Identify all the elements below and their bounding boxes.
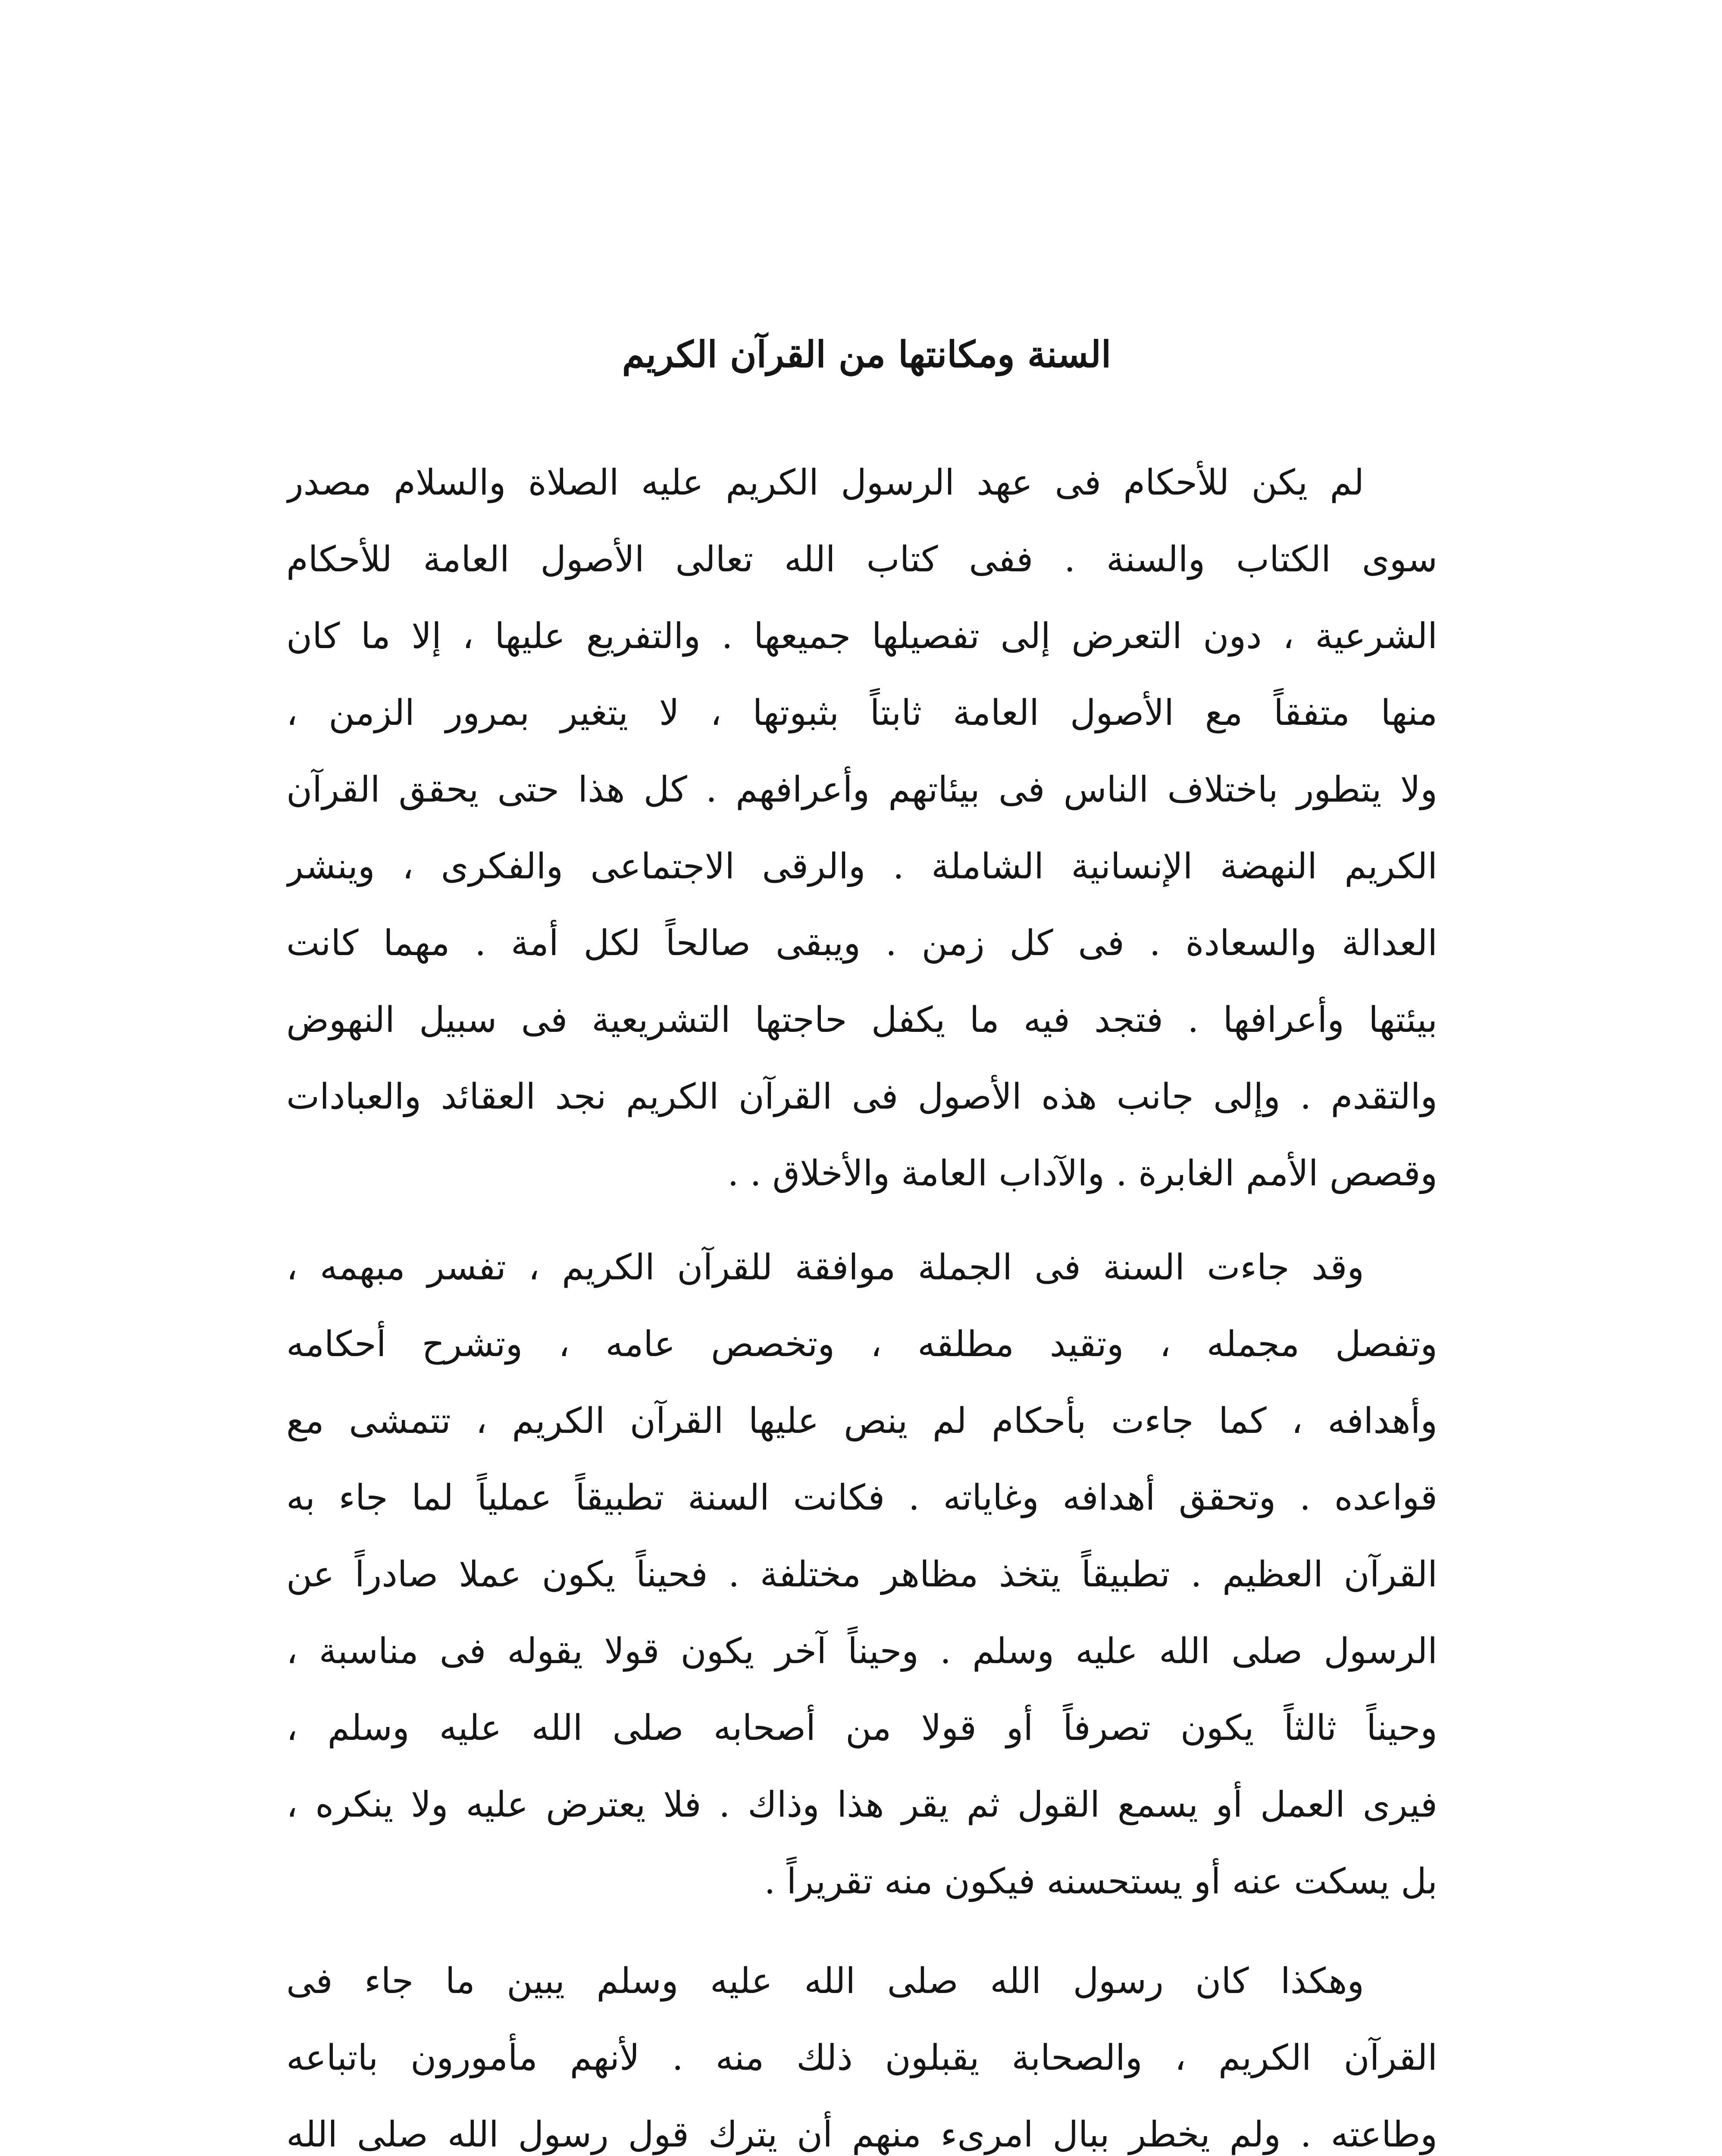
- paragraph-2-line: وأهدافه ، كما جاءت بأحكام لم ينص عليها القرآن الكريم ، تتمشى مع: [286, 1401, 1437, 1442]
- paragraph-3-line: وهكذا كان رسول الله صلى الله عليه وسلم يبين ما جاء فى: [286, 1961, 1364, 2002]
- paragraph-2-line: فيرى العمل أو يسمع القول ثم يقر هذا وذاك . فلا يعترض عليه ولا ينكره ،: [286, 1784, 1437, 1825]
- paragraph-1-line: لم يكن للأحكام فى عهد الرسول الكريم عليه الصلاة والسلام مصدر: [286, 462, 1364, 503]
- paragraph-1-line: بيئتها وأعرافها . فتجد فيه ما يكفل حاجتها التشريعية فى سبيل النهوض: [286, 1000, 1437, 1040]
- paragraph-3-line: وطاعته . ولم يخطر ببال امرىء منهم أن يترك قول رسول الله صلى الله: [286, 2114, 1437, 2155]
- paragraph-1-line: الكريم النهضة الإنسانية الشاملة . والرقى الاجتماعى والفكرى ، وينشر: [286, 846, 1437, 887]
- paragraph-2-line: القرآن العظيم . تطبيقاً يتخذ مظاهر مختلفة . فحيناً يكون عملا صادراً عن: [286, 1554, 1437, 1595]
- paragraph-1-line: منها متفقاً مع الأصول العامة ثابتاً بثبوتها ، لا يتغير بمرور الزمن ،: [286, 693, 1437, 733]
- paragraph-1-line: الشرعية ، دون التعرض إلى تفصيلها جميعها . والتفريع عليها ، إلا ما كان: [286, 616, 1437, 657]
- paragraph-2-line: وتفصل مجمله ، وتقيد مطلقه ، وتخصص عامه ، وتشرح أحكامه: [286, 1324, 1437, 1365]
- paragraph-1-line: والتقدم . وإلى جانب هذه الأصول فى القرآن الكريم نجد العقائد والعبادات: [286, 1076, 1437, 1117]
- page-title: السنة ومكانتها من القرآن الكريم: [622, 333, 1111, 376]
- paragraph-1-line: سوى الكتاب والسنة . ففى كتاب الله تعالى الأصول العامة للأحكام: [286, 539, 1437, 580]
- paragraph-2-line: قواعده . وتحقق أهدافه وغاياته . فكانت السنة تطبيقاً عملياً لما جاء به: [286, 1477, 1437, 1518]
- paragraph-2-line: بل يسكت عنه أو يستحسنه فيكون منه تقريراً .: [764, 1861, 1437, 1902]
- paragraph-3-line: القرآن الكريم ، والصحابة يقبلون ذلك منه . لأنهم مأمورون باتباعه: [286, 2037, 1437, 2078]
- paragraph-1-line: العدالة والسعادة . فى كل زمن . ويبقى صالحاً لكل أمة . مهما كانت: [286, 923, 1437, 964]
- paragraph-1-line: وقصص الأمم الغابرة . والآداب العامة والأخلاق . .: [727, 1153, 1437, 1194]
- paragraph-1-line: ولا يتطور باختلاف الناس فى بيئاتهم وأعرافهم . كل هذا حتى يحقق القرآن: [286, 769, 1437, 810]
- paragraph-2-line: وقد جاءت السنة فى الجملة موافقة للقرآن الكريم ، تفسر مبهمه ،: [286, 1247, 1364, 1288]
- paragraph-2-line: الرسول صلى الله عليه وسلم . وحيناً آخر يكون قولا يقوله فى مناسبة ،: [286, 1631, 1437, 1672]
- paragraph-2-line: وحيناً ثالثاً يكون تصرفاً أو قولا من أصحابه صلى الله عليه وسلم ،: [286, 1708, 1437, 1749]
